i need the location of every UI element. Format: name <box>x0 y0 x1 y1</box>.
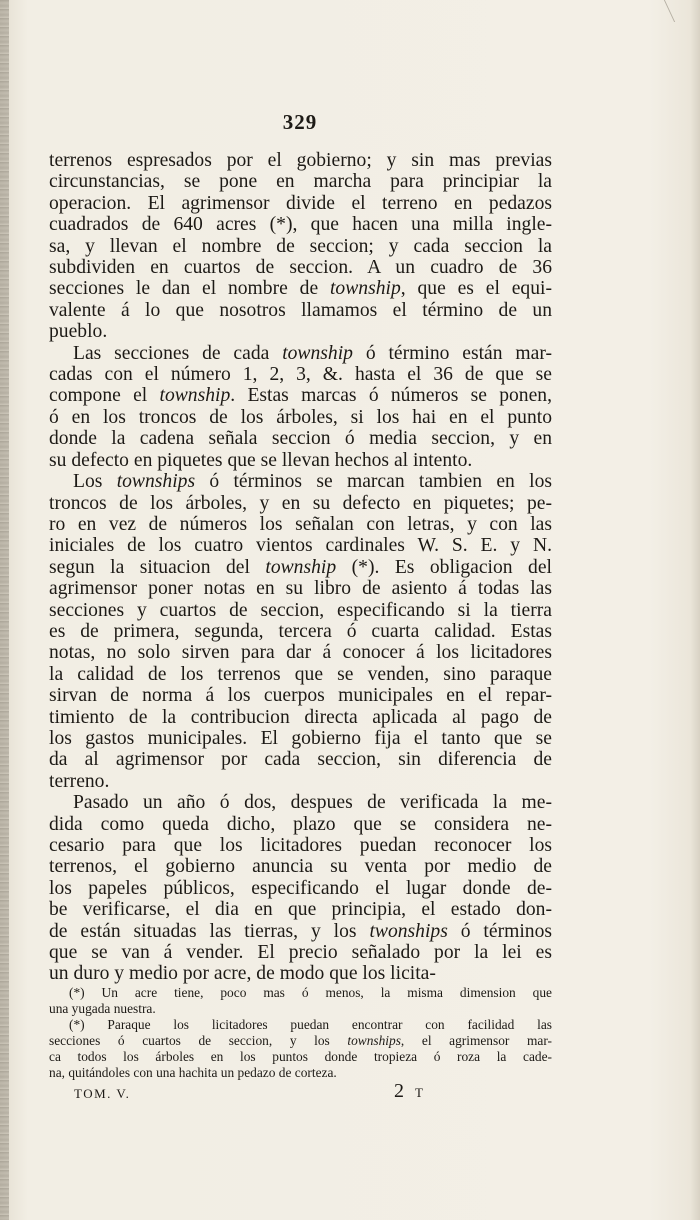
body-line: troncos de los árboles, y en su defecto en piquetes; pe- <box>49 492 552 514</box>
volume-label: TOM. V. <box>74 1086 131 1101</box>
body-line: Las secciones de cada township ó término están mar- <box>73 342 552 364</box>
page-number: 329 <box>282 110 318 134</box>
footnote-line: na, quitándoles con una hachita un pedazo de corteza. <box>49 1065 337 1080</box>
footnote-line: ca todos los árboles en los puntos donde tropieza ó roza la cade- <box>49 1049 552 1064</box>
body-line: terreno. <box>49 770 110 792</box>
body-line: dida como queda dicho, plazo que se considera ne- <box>49 813 552 835</box>
body-line: los gastos municipales. El gobierno fija el tanto que se <box>49 727 552 749</box>
footnote-line: secciones ó cuartos de seccion, y los townships, el agrimensor mar- <box>49 1033 552 1048</box>
body-line: sa, y llevan el nombre de seccion; y cada seccion la <box>49 235 552 257</box>
body-line: compone el township. Estas marcas ó números se ponen, <box>49 385 552 407</box>
body-line: ó en los troncos de los árboles, si los hai en el punto <box>49 406 552 428</box>
body-line: terrenos, el gobierno anuncia su venta por medio de <box>49 856 552 878</box>
body-line: Pasado un año ó dos, despues de verificada la me- <box>73 792 552 814</box>
body-line: terrenos espresados por el gobierno; y sin mas previas <box>49 150 552 171</box>
body-line: su defecto en piquetes que se llevan hechos al intento. <box>49 449 473 471</box>
body-line: cadas con el número 1, 2, 3, &. hasta el 36 de que se <box>49 364 552 386</box>
footnote-line: (*) Un acre tiene, poco mas ó menos, la misma dimension que <box>69 985 552 1000</box>
footnote-line: una yugada nuestra. <box>49 1001 156 1016</box>
body-line: be verificarse, el dia en que principia, el estado don- <box>49 899 552 921</box>
signature-number: 2 <box>394 1080 407 1102</box>
body-line: ro en vez de números los señalan con letras, y con las <box>49 513 552 535</box>
body-line: donde la cadena señala seccion ó media seccion, y en <box>49 428 552 450</box>
body-line: la calidad de los terrenos que se venden, sino paraque <box>49 663 552 685</box>
body-text <box>49 150 552 985</box>
body-line: de están situadas las tierras, y los twonships ó términos <box>49 920 552 942</box>
body-line: circunstancias, se pone en marcha para principiar la <box>49 171 552 193</box>
body-line: da al agrimensor por cada seccion, sin diferencia de <box>49 749 552 771</box>
body-line: un duro y medio por acre, de modo que los licita- <box>49 963 436 985</box>
body-line: operacion. El agrimensor divide el terreno en pedazos <box>49 192 552 214</box>
body-line: notas, no solo sirven para dar á conocer á los licitadores <box>49 642 552 664</box>
body-line: secciones le dan el nombre de township, que es el equi- <box>49 278 552 300</box>
signature-line <box>74 1080 544 1102</box>
body-line: cesario para que los licitadores puedan reconocer los <box>49 835 552 856</box>
body-line: iniciales de los cuatro vientos cardinales W. S. E. y N. <box>49 535 552 557</box>
footnotes <box>49 985 552 1081</box>
body-line: es de primera, segunda, tercera ó cuarta calidad. Estas <box>49 620 552 642</box>
signature-mark <box>394 1080 423 1103</box>
footnote-line: (*) Paraque los licitadores puedan encontrar con facilidad las <box>69 1017 552 1032</box>
body-line: agrimensor poner notas en su libro de asiento á todas las <box>49 578 552 600</box>
signature-letter: T <box>415 1085 423 1100</box>
body-line: secciones y cuartos de seccion, especificando si la tierra <box>49 599 552 621</box>
body-line: timiento de la contribucion directa aplicada al pago de <box>49 706 552 728</box>
page-corner-fold <box>664 0 699 22</box>
body-line: segun la situacion del township (*). Es obligacion del <box>49 556 552 578</box>
body-line: valente á lo que nosotros llamamos el término de un <box>49 299 552 321</box>
body-line: cuadrados de 640 acres (*), que hacen una milla ingle- <box>49 214 552 236</box>
body-line: los papeles públicos, especificando el lugar donde de- <box>49 877 552 899</box>
binding-gutter <box>0 0 9 1220</box>
body-line: sirvan de norma á los cuerpos municipales en el repar- <box>49 685 552 707</box>
body-line: Los townships ó términos se marcan tambien en los <box>73 471 552 493</box>
body-line: que se van á vender. El precio señalado por la lei es <box>49 942 552 964</box>
body-line: subdividen en cuartos de seccion. A un cuadro de 36 <box>49 257 552 279</box>
body-line: pueblo. <box>49 321 108 343</box>
